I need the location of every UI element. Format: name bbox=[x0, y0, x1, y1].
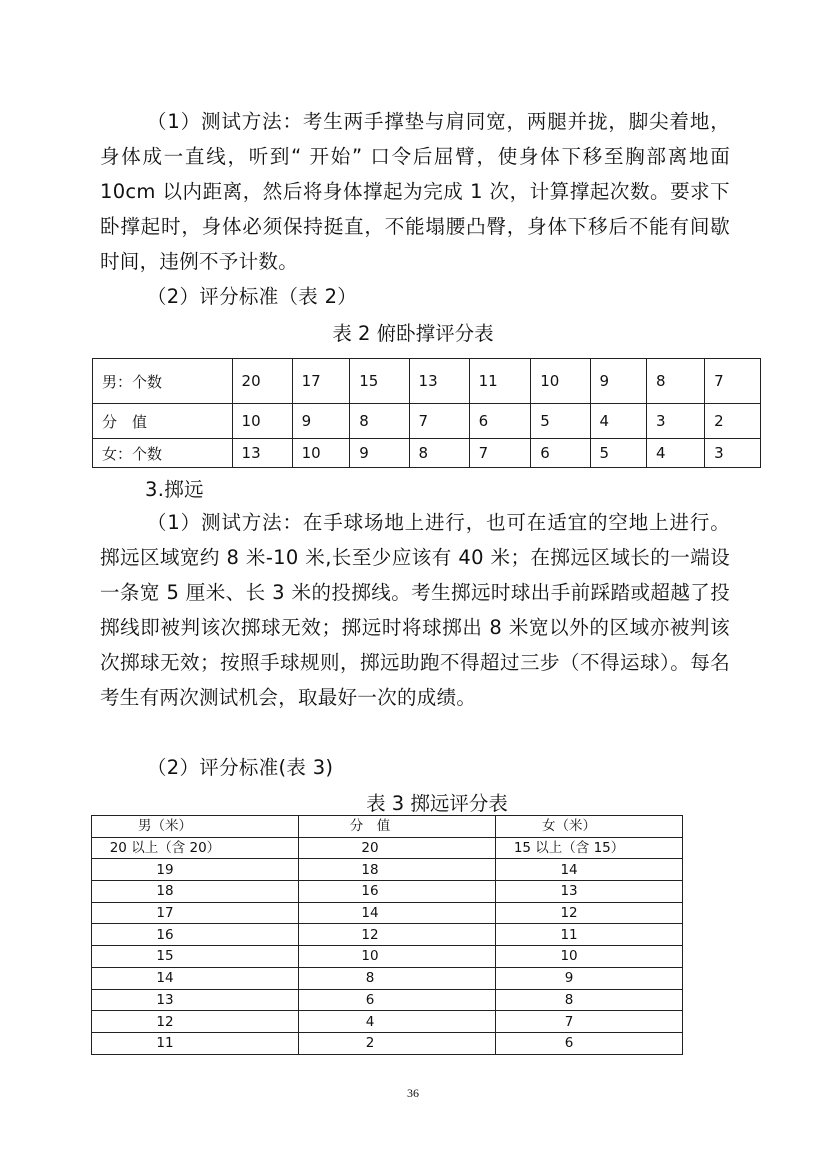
value-cell: 8 bbox=[350, 404, 409, 439]
throw-criteria-label: （2）评分标准(表 3) bbox=[147, 756, 334, 779]
column-header: 女（米） bbox=[496, 816, 683, 838]
table-row bbox=[92, 902, 683, 924]
table-cell: 20 bbox=[298, 837, 495, 859]
table-cell: 14 bbox=[298, 902, 495, 924]
table-cell: 20 以上（含 20） bbox=[92, 837, 299, 859]
table-cell: 13 bbox=[92, 989, 299, 1011]
header-row bbox=[92, 816, 683, 838]
value-cell: 17 bbox=[292, 359, 350, 404]
table-cell: 4 bbox=[298, 1011, 495, 1033]
value-cell: 9 bbox=[590, 359, 647, 404]
pushup-score-table bbox=[92, 358, 761, 468]
table-cell: 15 bbox=[92, 946, 299, 968]
table-cell: 16 bbox=[298, 881, 495, 903]
value-cell: 3 bbox=[705, 439, 761, 468]
pushup-method-paragraph: （1）测试方法：考生两手撑垫与肩同宽，两腿并拢，脚尖着地，身体成一直线，听到“ 开始” 口令后屈臂，使身体下移至胸部离地面 10cm 以内距离，然后将身体撑起为完成 1 次，计算撑起次数。要求下卧撑起时，身体必须保持挺直，不能塌腰凸臀，身体下移后不能有间歇时间，违例不予计数。 bbox=[100, 110, 730, 273]
table-row bbox=[92, 837, 683, 859]
value-cell: 10 bbox=[232, 404, 292, 439]
pushup-criteria-label: （2）评分标准（表 2） bbox=[147, 285, 358, 308]
section3-heading: 3.掷远 bbox=[145, 478, 204, 501]
table-cell: 18 bbox=[92, 881, 299, 903]
value-cell: 20 bbox=[232, 359, 292, 404]
throw-method-paragraph: （1）测试方法：在手球场地上进行，也可在适宜的空地上进行。掷远区域宽约 8 米-10 米,长至少应该有 40 米；在掷远区域长的一端设一条宽 5 厘米、长 3 米的投掷线。考生掷远时球出手前踩踏或超越了投掷线即被判该次掷球无效；掷远时将球掷出 8 米宽以外的区域亦被判该次掷球无效；按照手球规则，掷远助跑不得超过三步（不得运球）。每名考生有两次测试机会，取最好一次的成绩。 bbox=[100, 511, 730, 709]
value-cell: 3 bbox=[647, 404, 705, 439]
table-cell: 6 bbox=[496, 1032, 683, 1054]
table-cell: 13 bbox=[496, 881, 683, 903]
value-cell: 2 bbox=[705, 404, 761, 439]
table-cell: 10 bbox=[496, 946, 683, 968]
value-cell: 9 bbox=[292, 404, 350, 439]
value-cell: 7 bbox=[705, 359, 761, 404]
throw-score-table bbox=[91, 815, 683, 1055]
value-cell: 7 bbox=[469, 439, 531, 468]
row-label-cell: 分 值 bbox=[93, 404, 233, 439]
value-cell: 10 bbox=[292, 439, 350, 468]
row-label-cell: 女：个数 bbox=[93, 439, 233, 468]
table-cell: 19 bbox=[92, 859, 299, 881]
table-row bbox=[93, 359, 761, 404]
table-row bbox=[92, 989, 683, 1011]
table-row bbox=[93, 439, 761, 468]
value-cell: 6 bbox=[531, 439, 590, 468]
table-cell: 14 bbox=[496, 859, 683, 881]
column-header: 男（米） bbox=[92, 816, 299, 838]
value-cell: 5 bbox=[590, 439, 647, 468]
value-cell: 8 bbox=[409, 439, 469, 468]
page-number: 36 bbox=[407, 1086, 419, 1100]
table2-title: 表 2 俯卧撑评分表 bbox=[332, 322, 494, 345]
value-cell: 15 bbox=[350, 359, 409, 404]
table-cell: 14 bbox=[92, 967, 299, 989]
table-cell: 17 bbox=[92, 902, 299, 924]
value-cell: 6 bbox=[469, 404, 531, 439]
table-cell: 7 bbox=[496, 1011, 683, 1033]
table-cell: 8 bbox=[298, 967, 495, 989]
table-row bbox=[92, 859, 683, 881]
table-cell: 16 bbox=[92, 924, 299, 946]
table-row bbox=[92, 967, 683, 989]
column-header: 分 值 bbox=[298, 816, 495, 838]
table-row bbox=[92, 946, 683, 968]
table-cell: 12 bbox=[298, 924, 495, 946]
table3-title: 表 3 掷远评分表 bbox=[366, 792, 508, 815]
value-cell: 5 bbox=[531, 404, 590, 439]
table-cell: 6 bbox=[298, 989, 495, 1011]
table-cell: 2 bbox=[298, 1032, 495, 1054]
value-cell: 13 bbox=[409, 359, 469, 404]
table-row bbox=[92, 1032, 683, 1054]
value-cell: 8 bbox=[647, 359, 705, 404]
value-cell: 11 bbox=[469, 359, 531, 404]
table-row bbox=[93, 404, 761, 439]
table-cell: 18 bbox=[298, 859, 495, 881]
value-cell: 7 bbox=[409, 404, 469, 439]
table-cell: 12 bbox=[496, 902, 683, 924]
table-cell: 11 bbox=[92, 1032, 299, 1054]
table-cell: 9 bbox=[496, 967, 683, 989]
table-cell: 11 bbox=[496, 924, 683, 946]
table-row bbox=[92, 881, 683, 903]
value-cell: 4 bbox=[590, 404, 647, 439]
value-cell: 9 bbox=[350, 439, 409, 468]
value-cell: 13 bbox=[232, 439, 292, 468]
row-label-cell: 男：个数 bbox=[93, 359, 233, 404]
value-cell: 4 bbox=[647, 439, 705, 468]
table-cell: 15 以上（含 15） bbox=[496, 837, 683, 859]
table-cell: 8 bbox=[496, 989, 683, 1011]
table-cell: 12 bbox=[92, 1011, 299, 1033]
table-row bbox=[92, 1011, 683, 1033]
table-cell: 10 bbox=[298, 946, 495, 968]
table-row bbox=[92, 924, 683, 946]
value-cell: 10 bbox=[531, 359, 590, 404]
